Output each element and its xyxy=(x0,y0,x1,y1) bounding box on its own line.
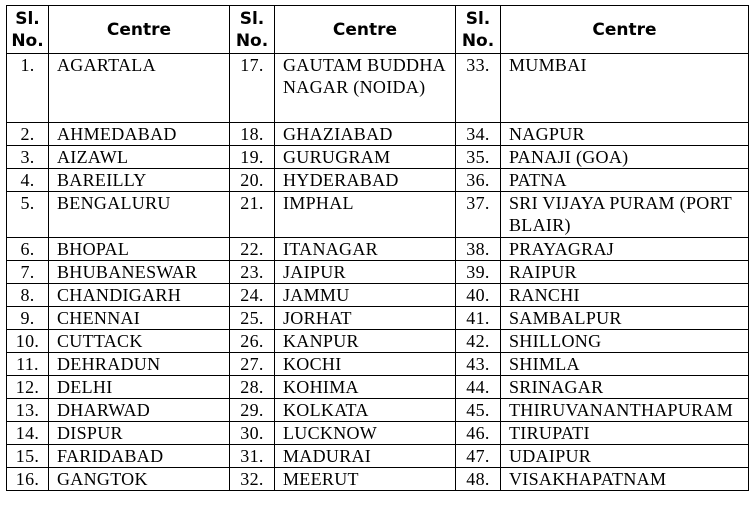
centre-name-cell: PRAYAGRAJ xyxy=(501,238,749,261)
centre-name-cell: MUMBAI xyxy=(501,54,749,123)
serial-number-cell: 7. xyxy=(7,261,49,284)
serial-number-cell: 21. xyxy=(230,192,275,238)
serial-number-cell: 4. xyxy=(7,169,49,192)
centre-name-cell: JAMMU xyxy=(275,284,456,307)
centre-name-cell: CUTTACK xyxy=(49,330,230,353)
table-row xyxy=(7,376,749,399)
table-row xyxy=(7,468,749,491)
serial-number-cell: 11. xyxy=(7,353,49,376)
table-row xyxy=(7,353,749,376)
centre-name-cell: CHANDIGARH xyxy=(49,284,230,307)
serial-number-cell: 16. xyxy=(7,468,49,491)
serial-number-cell: 13. xyxy=(7,399,49,422)
centre-name-cell: BAREILLY xyxy=(49,169,230,192)
centre-name-cell: AHMEDABAD xyxy=(49,123,230,146)
centre-name-cell: KOCHI xyxy=(275,353,456,376)
sl-no-header: Sl. No. xyxy=(230,6,275,54)
centre-name-cell: DEHRADUN xyxy=(49,353,230,376)
centre-name-cell: BHUBANESWAR xyxy=(49,261,230,284)
centre-header: Centre xyxy=(49,6,230,54)
table-row xyxy=(7,54,749,123)
table-row xyxy=(7,422,749,445)
serial-number-cell: 18. xyxy=(230,123,275,146)
serial-number-cell: 8. xyxy=(7,284,49,307)
serial-number-cell: 19. xyxy=(230,146,275,169)
centre-name-cell: DHARWAD xyxy=(49,399,230,422)
table-row xyxy=(7,123,749,146)
centre-name-cell: DELHI xyxy=(49,376,230,399)
centre-name-cell: GAUTAM BUDDHA NAGAR (NOIDA) xyxy=(275,54,456,123)
serial-number-cell: 48. xyxy=(456,468,501,491)
serial-number-cell: 10. xyxy=(7,330,49,353)
header-row xyxy=(7,6,749,54)
centre-name-cell: SRINAGAR xyxy=(501,376,749,399)
serial-number-cell: 30. xyxy=(230,422,275,445)
centre-name-cell: BENGALURU xyxy=(49,192,230,238)
centre-name-cell: THIRUVANANTHAPURAM xyxy=(501,399,749,422)
centre-name-cell: PANAJI (GOA) xyxy=(501,146,749,169)
sl-no-header: Sl. No. xyxy=(7,6,49,54)
table-row xyxy=(7,169,749,192)
serial-number-cell: 43. xyxy=(456,353,501,376)
serial-number-cell: 22. xyxy=(230,238,275,261)
centre-name-cell: RAIPUR xyxy=(501,261,749,284)
serial-number-cell: 38. xyxy=(456,238,501,261)
centre-name-cell: GURUGRAM xyxy=(275,146,456,169)
serial-number-cell: 42. xyxy=(456,330,501,353)
table-row xyxy=(7,238,749,261)
serial-number-cell: 31. xyxy=(230,445,275,468)
centre-name-cell: SAMBALPUR xyxy=(501,307,749,330)
serial-number-cell: 40. xyxy=(456,284,501,307)
serial-number-cell: 33. xyxy=(456,54,501,123)
serial-number-cell: 3. xyxy=(7,146,49,169)
centre-name-cell: GHAZIABAD xyxy=(275,123,456,146)
serial-number-cell: 35. xyxy=(456,146,501,169)
serial-number-cell: 32. xyxy=(230,468,275,491)
table-row xyxy=(7,330,749,353)
serial-number-cell: 14. xyxy=(7,422,49,445)
serial-number-cell: 29. xyxy=(230,399,275,422)
centre-name-cell: BHOPAL xyxy=(49,238,230,261)
centre-name-cell: JAIPUR xyxy=(275,261,456,284)
serial-number-cell: 6. xyxy=(7,238,49,261)
serial-number-cell: 27. xyxy=(230,353,275,376)
centre-name-cell: TIRUPATI xyxy=(501,422,749,445)
serial-number-cell: 41. xyxy=(456,307,501,330)
serial-number-cell: 36. xyxy=(456,169,501,192)
centre-name-cell: IMPHAL xyxy=(275,192,456,238)
serial-number-cell: 15. xyxy=(7,445,49,468)
serial-number-cell: 28. xyxy=(230,376,275,399)
table-row xyxy=(7,146,749,169)
serial-number-cell: 25. xyxy=(230,307,275,330)
serial-number-cell: 46. xyxy=(456,422,501,445)
serial-number-cell: 24. xyxy=(230,284,275,307)
serial-number-cell: 44. xyxy=(456,376,501,399)
centre-name-cell: AGARTALA xyxy=(49,54,230,123)
centre-name-cell: NAGPUR xyxy=(501,123,749,146)
serial-number-cell: 23. xyxy=(230,261,275,284)
table-row xyxy=(7,445,749,468)
serial-number-cell: 34. xyxy=(456,123,501,146)
serial-number-cell: 37. xyxy=(456,192,501,238)
serial-number-cell: 9. xyxy=(7,307,49,330)
table-row xyxy=(7,261,749,284)
serial-number-cell: 1. xyxy=(7,54,49,123)
centre-name-cell: KOHIMA xyxy=(275,376,456,399)
serial-number-cell: 17. xyxy=(230,54,275,123)
centre-name-cell: RANCHI xyxy=(501,284,749,307)
centre-name-cell: DISPUR xyxy=(49,422,230,445)
serial-number-cell: 45. xyxy=(456,399,501,422)
centre-name-cell: UDAIPUR xyxy=(501,445,749,468)
centre-name-cell: PATNA xyxy=(501,169,749,192)
serial-number-cell: 12. xyxy=(7,376,49,399)
centre-name-cell: MADURAI xyxy=(275,445,456,468)
table-row xyxy=(7,307,749,330)
centre-name-cell: FARIDABAD xyxy=(49,445,230,468)
centre-name-cell: JORHAT xyxy=(275,307,456,330)
centre-name-cell: CHENNAI xyxy=(49,307,230,330)
centre-name-cell: GANGTOK xyxy=(49,468,230,491)
serial-number-cell: 47. xyxy=(456,445,501,468)
sl-no-header: Sl. No. xyxy=(456,6,501,54)
serial-number-cell: 20. xyxy=(230,169,275,192)
centre-name-cell: KANPUR xyxy=(275,330,456,353)
centre-name-cell: SHIMLA xyxy=(501,353,749,376)
serial-number-cell: 26. xyxy=(230,330,275,353)
table-row xyxy=(7,284,749,307)
centre-name-cell: MEERUT xyxy=(275,468,456,491)
centre-name-cell: ITANAGAR xyxy=(275,238,456,261)
serial-number-cell: 5. xyxy=(7,192,49,238)
centre-name-cell: KOLKATA xyxy=(275,399,456,422)
serial-number-cell: 2. xyxy=(7,123,49,146)
table-row xyxy=(7,399,749,422)
centre-header: Centre xyxy=(501,6,749,54)
centre-name-cell: AIZAWL xyxy=(49,146,230,169)
centre-name-cell: SRI VIJAYA PURAM (PORT BLAIR) xyxy=(501,192,749,238)
centre-header: Centre xyxy=(275,6,456,54)
centres-table xyxy=(6,5,749,491)
table-row xyxy=(7,192,749,238)
serial-number-cell: 39. xyxy=(456,261,501,284)
centre-name-cell: VISAKHAPATNAM xyxy=(501,468,749,491)
centre-name-cell: HYDERABAD xyxy=(275,169,456,192)
centre-name-cell: LUCKNOW xyxy=(275,422,456,445)
centre-name-cell: SHILLONG xyxy=(501,330,749,353)
